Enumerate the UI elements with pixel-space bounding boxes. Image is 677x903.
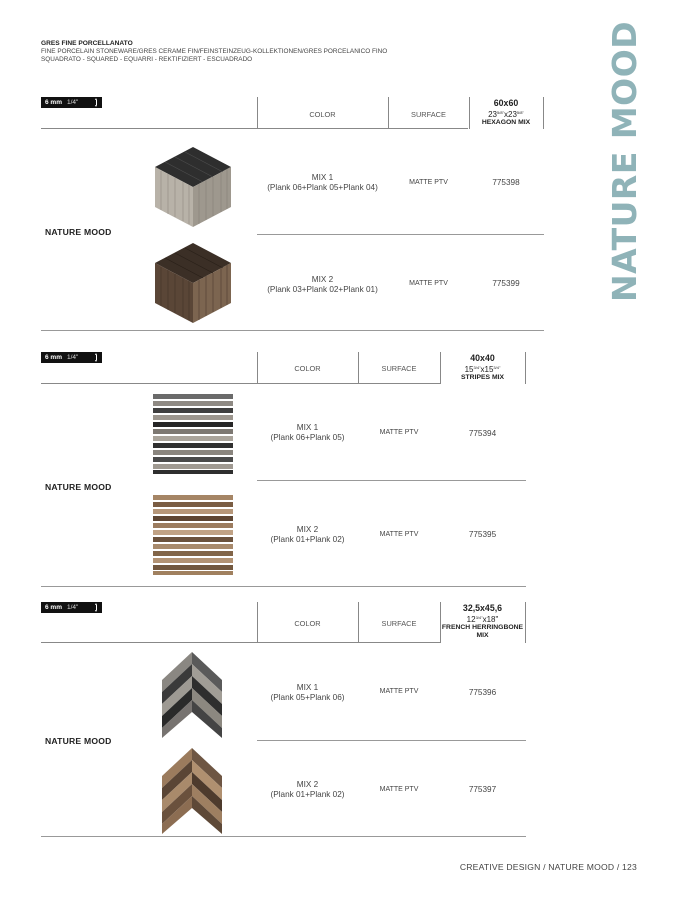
thickness-mm: 6 mm <box>45 354 62 361</box>
section-stripes-mix <box>41 352 544 588</box>
color-cell <box>257 173 388 193</box>
surface-cell: MATTE PTV <box>379 786 419 793</box>
surface-cell: MATTE PTV <box>379 688 419 695</box>
thickness-badge <box>41 352 102 363</box>
product-code: 775399 <box>492 279 520 288</box>
format-metric: 40x40 <box>470 353 495 363</box>
double-arrow-icon <box>95 353 98 362</box>
section-bottom-line <box>41 836 526 837</box>
header-subtitle: FINE PORCELAIN STONEWARE/GRES CERAME FIN/FEINSTEINZEUG-KOLLEKTIONEN/GRES PORCELANICO FINO <box>41 48 388 55</box>
mix-label: MIX 2 <box>296 525 319 534</box>
plank-list: (Plank 06+Plank 05+Plank 04) <box>267 183 378 192</box>
divider <box>525 602 526 643</box>
mix-label: MIX 1 <box>296 423 319 432</box>
format-name: STRIPES MIX <box>460 374 505 381</box>
surface-cell: MATTE PTV <box>379 531 419 538</box>
surface-cell: MATTE PTV <box>379 429 419 436</box>
thickness-mm: 6 mm <box>45 99 62 106</box>
product-code: 775397 <box>468 785 497 794</box>
surface-column-header: SURFACE <box>411 110 446 119</box>
surface-column-header: SURFACE <box>381 364 417 373</box>
plank-list: (Plank 06+Plank 05) <box>270 433 345 442</box>
mix-label: MIX 2 <box>311 275 334 284</box>
header-finish: SQUADRATO - SQUARED - EQUARRI - REKTIFIZIERT - ESCUADRADO <box>41 56 253 63</box>
divider <box>388 128 468 129</box>
color-column-header: COLOR <box>309 110 336 119</box>
row-divider <box>257 480 526 481</box>
color-cell <box>257 780 358 800</box>
divider <box>41 128 257 129</box>
surface-column-header: SURFACE <box>381 619 417 628</box>
format-cell <box>440 604 525 640</box>
herringbone-mix-1-tile <box>159 650 225 738</box>
format-cell <box>469 99 543 127</box>
double-arrow-icon <box>95 98 98 107</box>
mix-label: MIX 1 <box>311 173 334 182</box>
color-cell <box>257 525 358 545</box>
format-name: HEXAGON MIX <box>481 119 531 126</box>
color-column-header: COLOR <box>294 364 321 373</box>
series-name: NATURE MOOD <box>45 736 112 746</box>
row-divider <box>257 234 544 235</box>
format-name: FRENCH HERRINGBONE MIX <box>441 624 524 639</box>
thickness-in: 1/4" <box>66 354 79 361</box>
format-metric: 32,5x45,6 <box>462 603 503 613</box>
surface-cell: MATTE PTV <box>409 179 448 186</box>
hexagon-mix-2-tile <box>151 241 235 325</box>
color-column-header: COLOR <box>294 619 321 628</box>
surface-cell: MATTE PTV <box>409 280 448 287</box>
stripes-mix-2-tile <box>153 495 233 575</box>
divider <box>257 128 388 129</box>
divider <box>257 383 358 384</box>
thickness-in: 1/4" <box>66 99 79 106</box>
divider <box>358 383 440 384</box>
hexagon-mix-1-tile <box>151 145 235 229</box>
divider <box>257 642 358 643</box>
plank-list: (Plank 05+Plank 06) <box>270 693 345 702</box>
double-arrow-icon <box>95 603 98 612</box>
page-footer: CREATIVE DESIGN / NATURE MOOD / 123 <box>459 862 637 872</box>
divider <box>358 642 440 643</box>
section-bottom-line <box>41 330 544 331</box>
mix-label: MIX 1 <box>296 683 319 692</box>
color-cell <box>257 423 358 443</box>
format-metric: 60x60 <box>493 98 519 108</box>
product-code: 775396 <box>468 688 497 697</box>
product-code: 775398 <box>492 178 520 187</box>
divider <box>41 642 257 643</box>
thickness-mm: 6 mm <box>45 604 62 611</box>
catalog-header <box>41 40 387 64</box>
plank-list: (Plank 03+Plank 02+Plank 01) <box>267 285 378 294</box>
divider <box>41 383 257 384</box>
section-herringbone-mix <box>41 602 544 838</box>
section-bottom-line <box>41 586 526 587</box>
plank-list: (Plank 01+Plank 02) <box>270 790 345 799</box>
format-imperial: $23^{5/8"}x23^{5/8"}$ <box>488 110 524 119</box>
stripes-mix-1-tile <box>153 394 233 474</box>
series-name: NATURE MOOD <box>45 227 112 237</box>
divider <box>543 97 544 129</box>
product-code: 775394 <box>468 429 497 438</box>
color-cell <box>257 683 358 703</box>
color-cell <box>257 275 388 295</box>
section-hexagon-mix <box>41 97 544 333</box>
format-cell <box>440 354 525 382</box>
row-divider <box>257 740 526 741</box>
thickness-in: 1/4" <box>66 604 79 611</box>
product-code: 775395 <box>468 530 497 539</box>
format-imperial: $12^{3/4"}x18$" <box>466 615 499 624</box>
collection-side-title: NATURE MOOD <box>605 20 644 302</box>
plank-list: (Plank 01+Plank 02) <box>270 535 345 544</box>
divider <box>525 352 526 384</box>
thickness-badge <box>41 602 102 613</box>
herringbone-mix-2-tile <box>159 746 225 834</box>
mix-label: MIX 2 <box>296 780 319 789</box>
header-title: GRES FINE PORCELLANATO <box>41 40 133 47</box>
format-imperial: $15^{3/4"}x15^{3/4"}$ <box>464 365 501 374</box>
series-name: NATURE MOOD <box>45 482 112 492</box>
thickness-badge <box>41 97 102 108</box>
